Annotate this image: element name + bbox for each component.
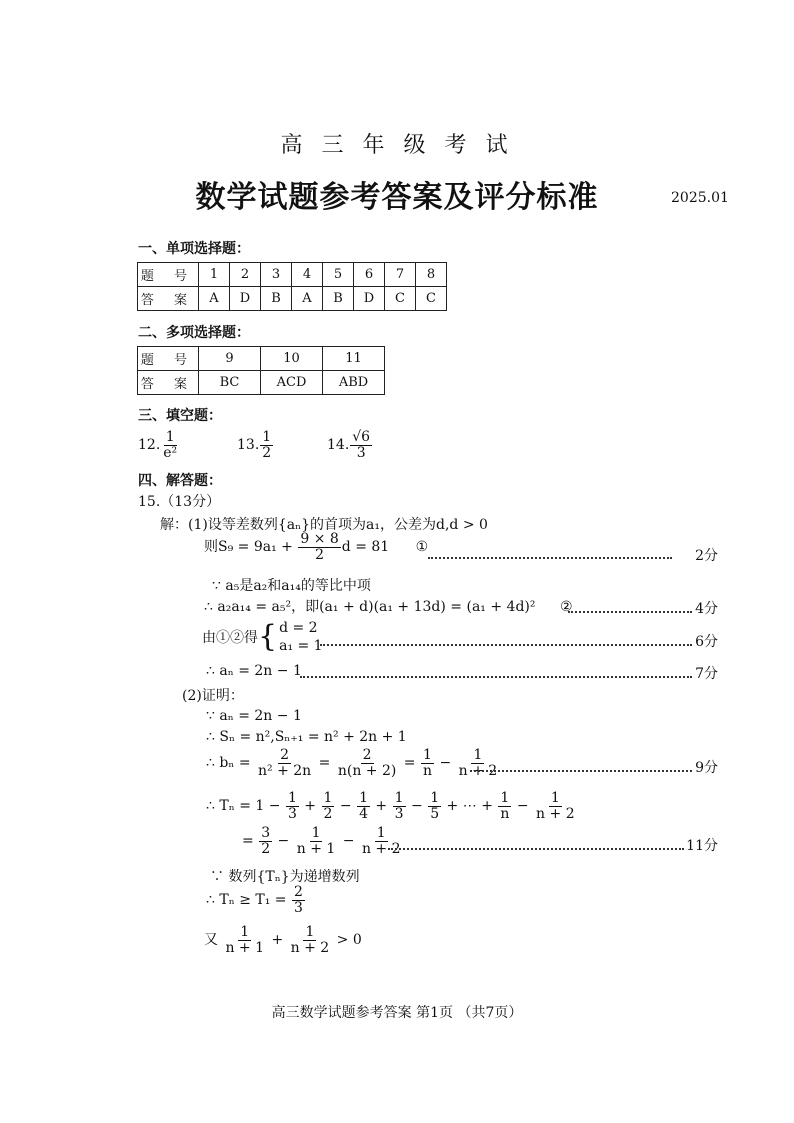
score-label: 7分 [695,666,718,682]
table-cell: 6 [354,263,385,287]
part1-intro: 解：(1)设等差数列{aₙ}的首项为a₁，公差为d,d > 0 [160,517,488,533]
table-row [138,371,385,395]
fraction: $\frac{2}{n(n + 2)}$ [337,747,397,779]
table-cell: 5 [323,263,354,287]
solution-line: ∴ Tₙ ≥ T₁ = $\frac{2}{3}$ [206,884,303,916]
table-cell: A [292,287,323,311]
single-choice-answer-table [137,262,447,311]
table-cell: 10 [261,347,323,371]
fill-answer-13 [237,430,274,460]
fraction: $\frac{1}{3}$ [394,790,404,822]
multi-choice-answer-table [137,346,385,395]
fraction: $\frac{9 \times 8}{2}$ [300,531,339,563]
table-cell: 1 [199,263,230,287]
table-cell: A [199,287,230,311]
leader-dots [388,848,684,850]
fraction: $\frac{3}{2}$ [261,825,271,857]
fraction: $\frac{1}{n + 1}$ [225,924,265,956]
score-label: 11分 [686,838,718,854]
row-label: 题 号 [138,263,199,287]
fraction: $\frac{1}{3}$ [287,790,297,822]
row-label: 题 号 [138,347,199,371]
fraction: $\frac{2}{3}$ [293,884,303,916]
section1-heading: 一、单项选择题： [138,241,250,257]
score-label: 9分 [695,760,718,776]
leader-dots [470,770,692,772]
fraction: $\frac{1}{n + 2}$ [290,924,330,956]
part2-intro: (2)证明： [182,688,244,704]
score-label: 2分 [695,548,718,564]
fraction: $\frac{2}{\text{n² + 2n}}$ [258,747,312,779]
fraction: $\frac{1}{n}$ [422,747,433,779]
solution-line: ∴ bₙ = $\frac{2}{\text{n² + 2n}}$ = $\frac{2}{n(n + 2)}$ = $\frac{1}{n}$ − $\frac{1}{n + 2}$ [206,747,498,779]
section2-heading: 二、多项选择题： [138,325,250,341]
solution-line: ∵ aₙ = 2n − 1 [206,708,302,724]
score-label: 4分 [695,601,718,617]
brace-glyph: { [258,619,278,654]
fraction: $\frac{1}{n}$ [500,790,510,822]
solution-line: 则S₉ = 9a₁ + $\frac{9 \times 8}{2}$ d = 81 ① [204,531,429,563]
table-cell: 4 [292,263,323,287]
fraction: $\frac{√6}{3}$ [352,429,371,461]
solution-line: ∵ a₅是a₂和a₁₄的等比中项 [212,578,371,594]
leader-dots [300,676,692,678]
table-row [138,287,447,311]
exam-date: 2025.01 [671,190,729,206]
table-cell: 11 [323,347,385,371]
fill-answer-12 [138,430,180,460]
exam-subtitle: 高 三 年 级 考 试 [280,133,514,158]
table-cell: C [416,287,447,311]
solution-line: ∴ a₂a₁₄ = a₅²，即(a₁ + d)(a₁ + 13d) = (a₁ + 4d)² ② [204,599,573,615]
solution-line: = $\frac{3}{2}$ − $\frac{1}{n + 1}$ − $\frac{1}{n + 2}$ [242,825,401,857]
solution-line: ∴ Sₙ = n²,Sₙ₊₁ = n² + 2n + 1 [206,729,407,745]
table-cell: ACD [261,371,323,395]
table-cell: B [323,287,354,311]
solution-line: 又 $\frac{1}{n + 1}$ + $\frac{1}{n + 2}$ > 0 [204,924,362,956]
fraction: $\frac{1}{n + 2}$ [361,825,401,857]
solution-line: ∵ 数列{Tₙ}为递增数列 [210,869,360,885]
fraction: $\frac{1}{n + 1}$ [296,825,336,857]
table-cell: D [230,287,261,311]
table-cell: 8 [416,263,447,287]
page-title: 数学试题参考答案及评分标准 [195,180,599,215]
table-cell: C [385,287,416,311]
table-cell: 9 [199,347,261,371]
solution-line: ∴ aₙ = 2n − 1 [206,663,302,679]
fill-answer-14 [327,430,373,460]
table-cell: 3 [261,263,292,287]
fraction: $\frac{1}{2}$ [262,429,272,461]
equation-system: d = 2 a₁ = 1 [279,620,323,654]
table-cell: ABD [323,371,385,395]
fraction: $\frac{1}{\text{e²}}$ [163,429,178,461]
table-cell: BC [199,371,261,395]
item-label: 13. [237,437,260,454]
table-row [138,263,447,287]
page-footer: 高三数学试题参考答案 第1页 （共7页） [271,1005,523,1021]
section4-heading: 四、解答题： [138,473,222,489]
leader-dots [320,644,692,646]
question-15-title: 15.（13分） [138,494,221,510]
fraction: $\frac{1}{4}$ [359,790,368,822]
table-cell: B [261,287,292,311]
table-cell: 7 [385,263,416,287]
leader-dots [428,557,672,559]
table-cell: 2 [230,263,261,287]
table-row [138,347,385,371]
leader-dots [568,611,692,613]
section3-heading: 三、填空题： [138,408,222,424]
row-label: 答 案 [138,287,199,311]
equation-mark: ① [415,539,429,556]
row-label: 答 案 [138,371,199,395]
fraction: $\frac{1}{n + 2}$ [458,747,498,779]
table-cell: D [354,287,385,311]
fraction: $\frac{1}{2}$ [323,790,333,822]
score-label: 6分 [695,634,718,650]
item-label: 14. [327,437,350,454]
fraction: $\frac{1}{n + 2}$ [536,790,575,822]
equation-mark: ② [559,599,573,615]
item-label: 12. [138,437,161,454]
solution-line: ∴ Tₙ = 1 − $\frac{1}{3}$ + $\frac{1}{2}$ − $\frac{1}{4}$ + $\frac{1}{3}$ − $\frac{1}{5}$ + ⋯ + $\frac{1}{n}$ − $\frac{1}{n + 2}$ [206,790,575,822]
solution-line: 由①②得{ d = 2 a₁ = 1 [202,619,323,654]
fraction: $\frac{1}{5}$ [430,790,440,822]
